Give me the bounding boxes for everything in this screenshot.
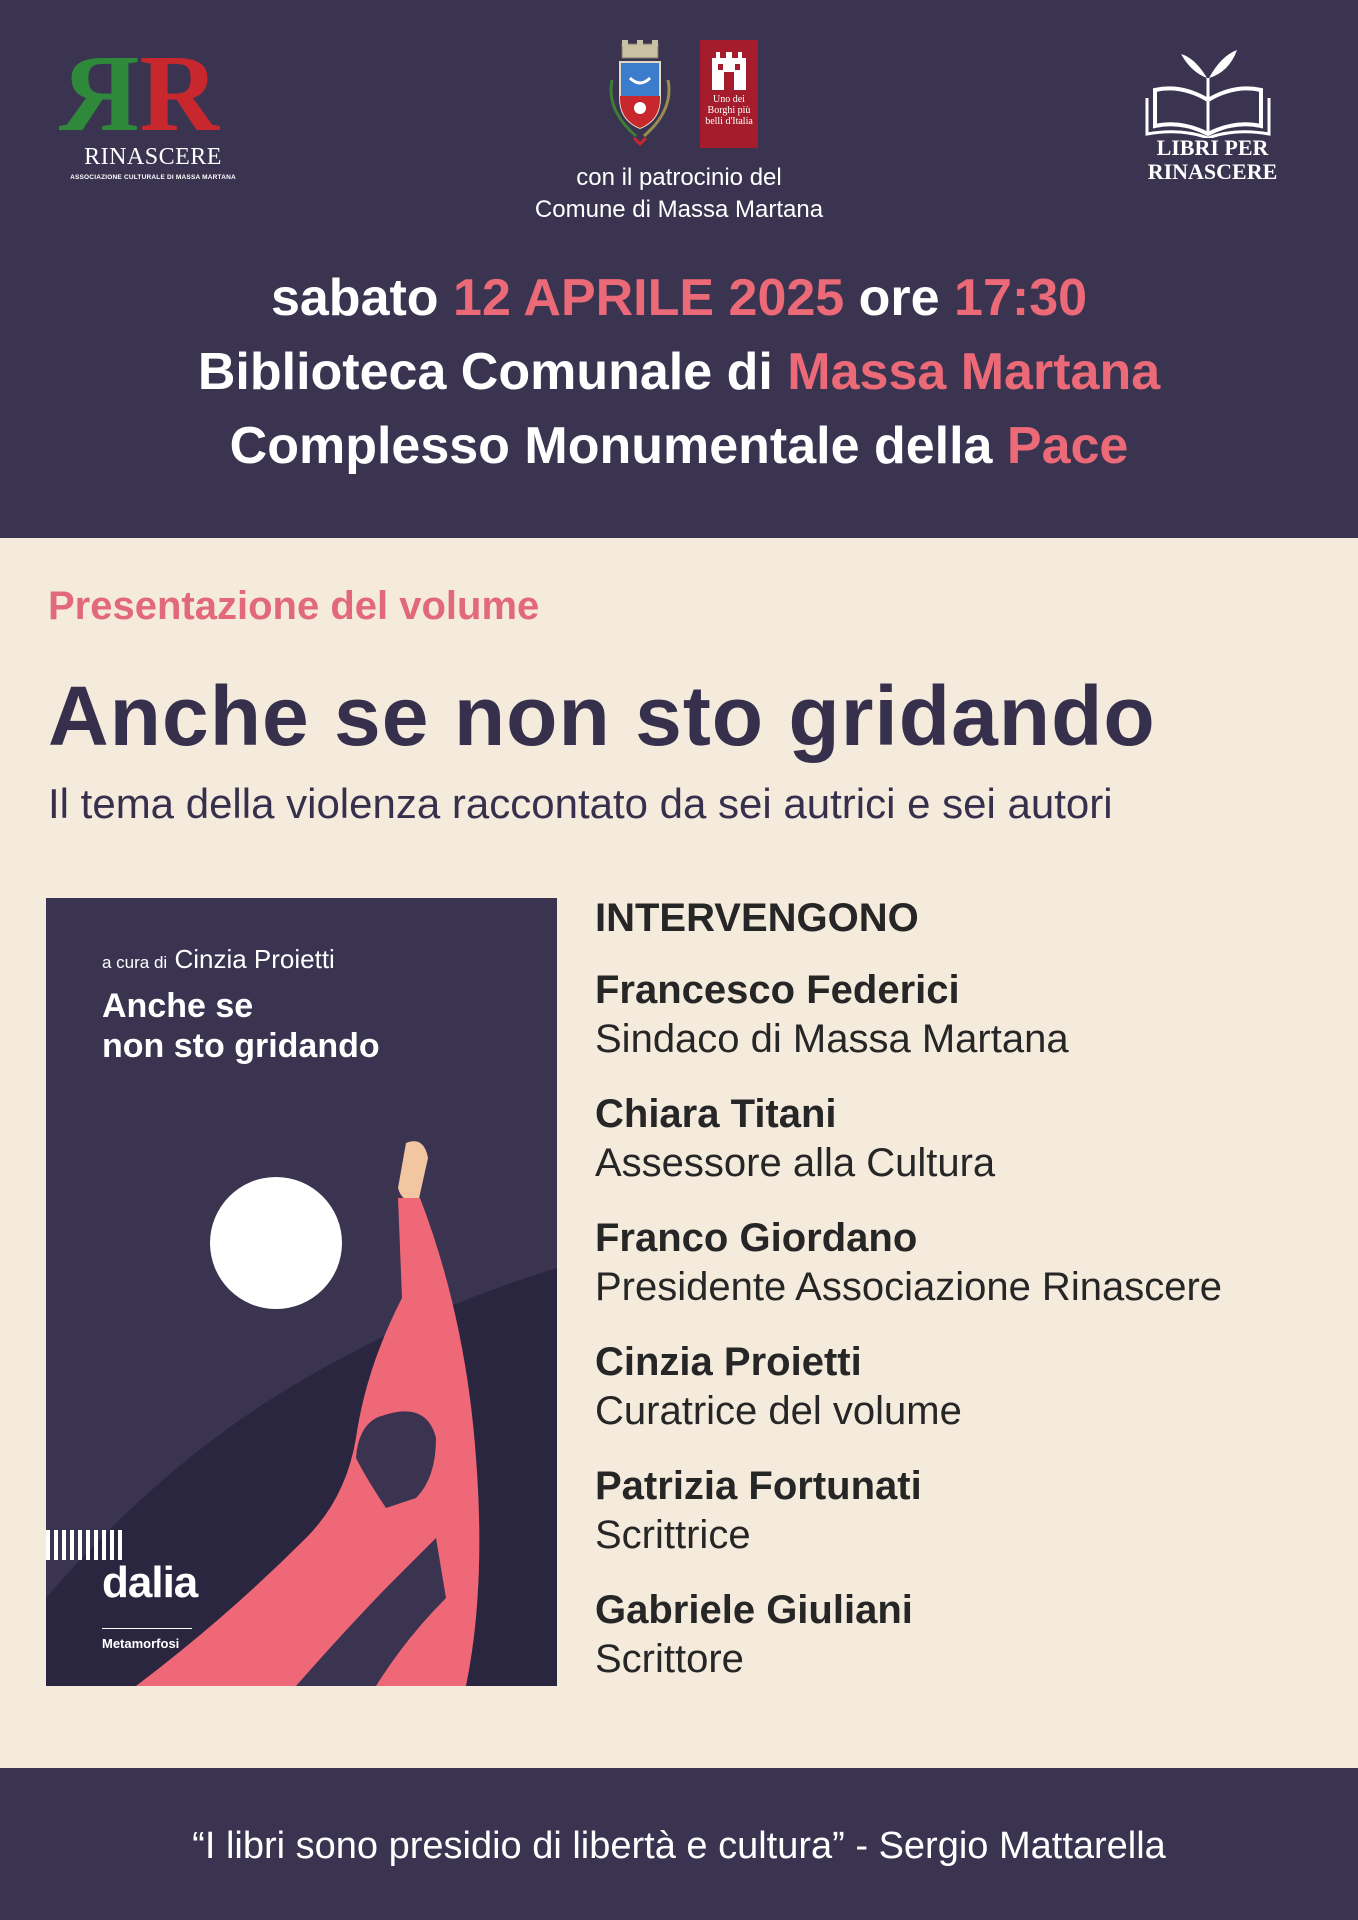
speaker-role: Scrittrice	[595, 1513, 751, 1557]
speaker-item	[595, 1214, 1335, 1312]
speaker-name: Cinzia Proietti	[595, 1340, 862, 1384]
speaker-name: Gabriele Giuliani	[595, 1588, 913, 1632]
speaker-name: Patrizia Fortunati	[595, 1464, 922, 1508]
patronage-text	[479, 162, 879, 226]
complex-name: Pace	[1006, 417, 1129, 475]
borghi-badge-text: Uno dei Borghi più belli d'Italia	[705, 94, 753, 127]
libri-per-rinascere-text	[1130, 136, 1295, 184]
rr-monogram-icon: RR	[78, 32, 201, 154]
complex-prefix: Complesso Monumentale della	[229, 417, 993, 475]
cover-title	[102, 986, 522, 1066]
cover-publisher: dalia	[102, 1558, 198, 1607]
speaker-role: Assessore alla Cultura	[595, 1141, 996, 1185]
speaker-name: Chiara Titani	[595, 1092, 837, 1136]
presentation-label: Presentazione del volume	[48, 584, 540, 628]
event-venue-line	[0, 342, 1358, 402]
logo-right-line-2: RINASCERE	[1147, 159, 1278, 184]
publisher-logo-bars-icon	[46, 1530, 122, 1560]
logo-right-line-1: LIBRI PER	[1156, 135, 1269, 160]
cover-series: Metamorfosi	[102, 1636, 180, 1651]
speaker-item	[595, 1338, 1335, 1436]
footer-quote: “I libri sono presidio di libertà e cultura” - Sergio Mattarella	[192, 1825, 1166, 1867]
cover-curator-line	[102, 944, 335, 975]
speaker-item	[595, 1586, 1335, 1684]
venue-prefix: Biblioteca Comunale di	[197, 343, 773, 401]
speaker-name: Francesco Federici	[595, 968, 960, 1012]
cover-title-line-1: Anche se	[102, 987, 254, 1025]
patronage-line-1: con il patrocinio del	[576, 164, 782, 191]
open-book-sprout-icon	[1125, 38, 1295, 138]
speaker-role: Curatrice del volume	[595, 1389, 962, 1433]
speaker-role: Sindaco di Massa Martana	[595, 1017, 1069, 1061]
cover-divider	[102, 1628, 192, 1629]
event-time-word: ore	[858, 269, 940, 327]
event-time: 17:30	[954, 269, 1088, 327]
book-cover	[46, 898, 557, 1686]
speaker-item	[595, 966, 1335, 1064]
event-date-line	[0, 268, 1358, 328]
libri-per-rinascere-logo	[1130, 38, 1300, 188]
patronage-line-2: Comune di Massa Martana	[534, 196, 824, 223]
event-date: 12 APRILE 2025	[453, 269, 845, 327]
raised-hand-icon	[398, 1141, 428, 1203]
borghi-badge	[700, 40, 758, 148]
speaker-name: Franco Giordano	[595, 1216, 918, 1260]
speakers-heading: INTERVENGONO	[595, 896, 919, 940]
speaker-role: Scrittore	[595, 1637, 744, 1681]
moon-icon	[210, 1177, 342, 1309]
tower-icon	[710, 48, 748, 90]
book-subtitle: Il tema della violenza raccontato da sei autrici e sei autori	[48, 780, 1113, 827]
cover-curated-prefix: a cura di	[102, 953, 168, 972]
speaker-item	[595, 1090, 1335, 1188]
rinascere-logo-name: RINASCERE	[84, 144, 222, 170]
event-day: sabato	[270, 269, 439, 327]
speaker-item	[595, 1462, 1335, 1560]
rinascere-logo	[68, 32, 238, 188]
event-complex-line	[0, 416, 1358, 476]
speaker-role: Presidente Associazione Rinascere	[595, 1265, 1223, 1309]
municipal-crest-icon	[600, 40, 680, 150]
venue-town: Massa Martana	[787, 343, 1161, 401]
cover-title-line-2: non sto gridando	[102, 1027, 380, 1065]
book-title: Anche se non sto gridando	[48, 669, 1156, 763]
cover-curator: Cinzia Proietti	[174, 944, 335, 974]
rinascere-logo-subtitle: ASSOCIAZIONE CULTURALE DI MASSA MARTANA	[70, 174, 236, 181]
